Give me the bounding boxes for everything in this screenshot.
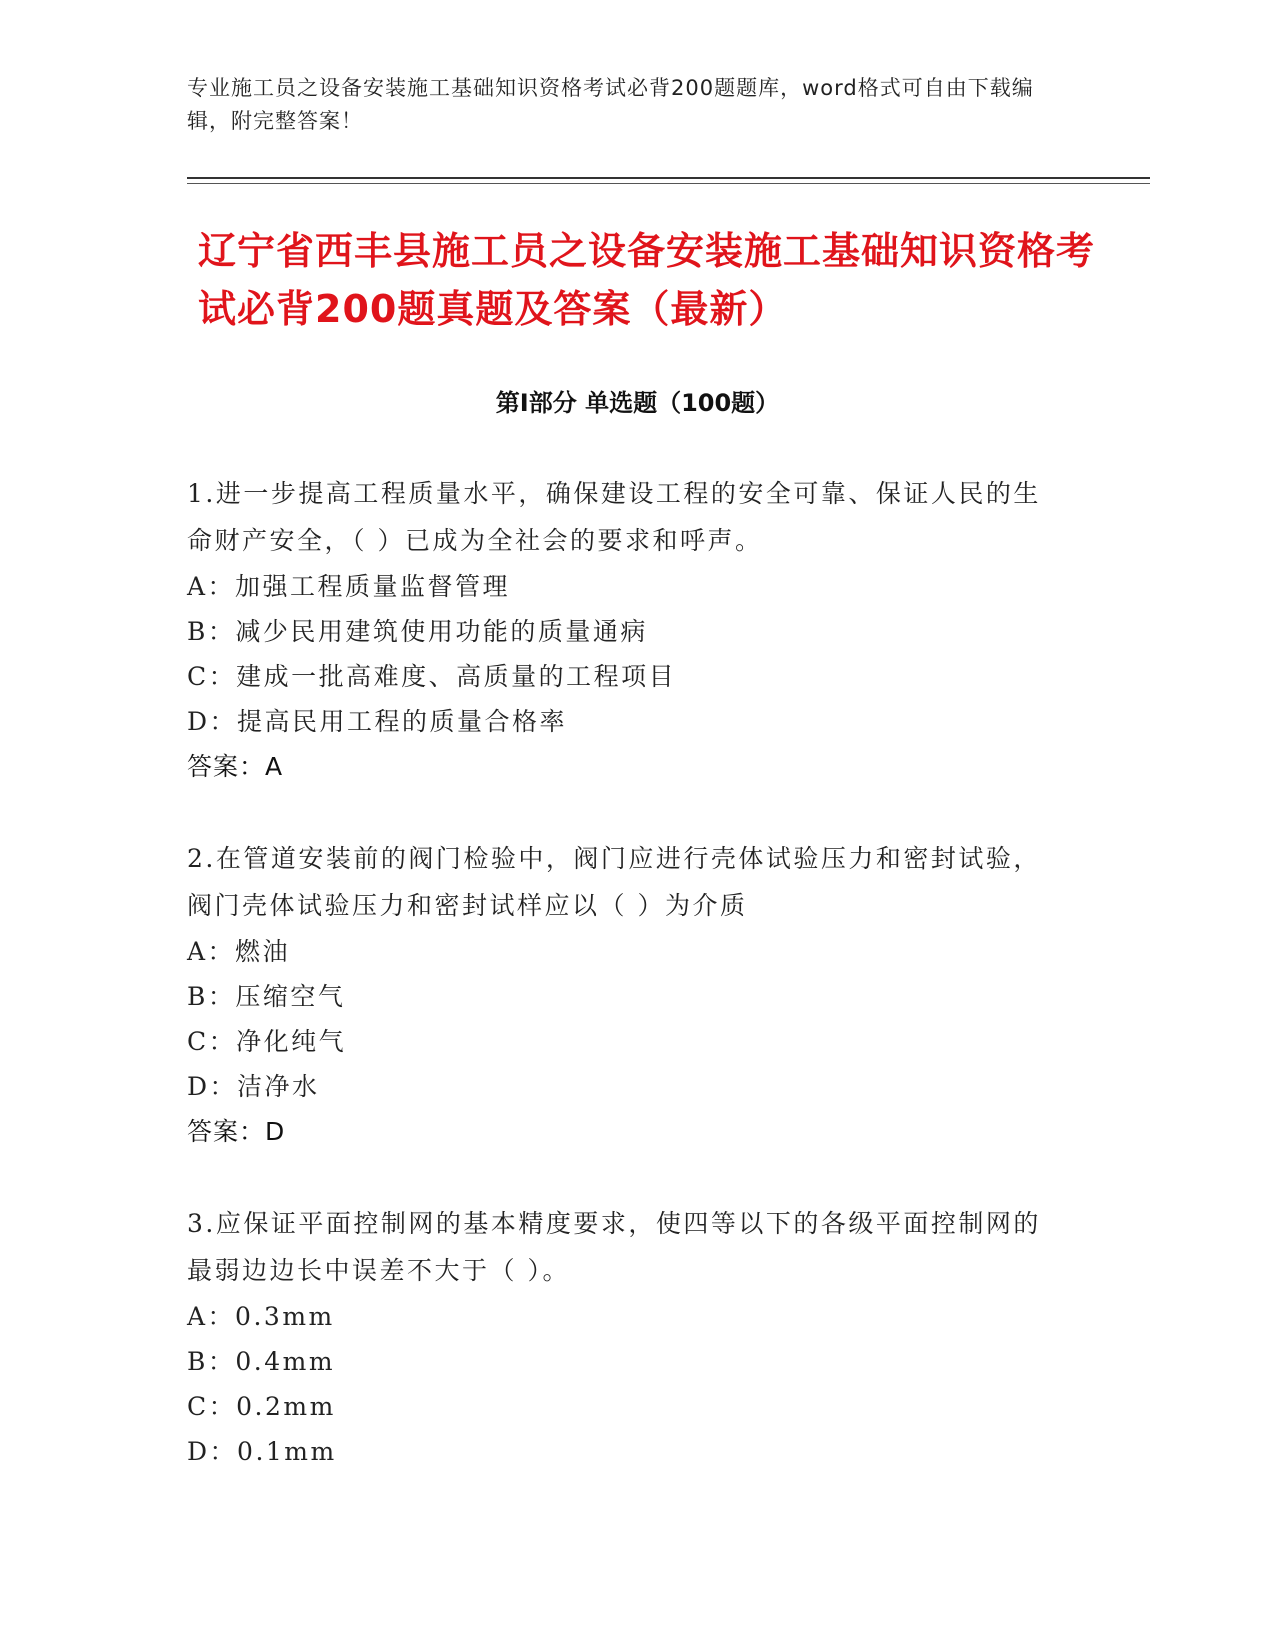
- document-title: 辽宁省西丰县施工员之设备安装施工基础知识资格考试必背200题真题及答案（最新）: [198, 229, 1096, 331]
- option-c: C：建成一批高难度、高质量的工程项目: [187, 662, 677, 691]
- question-list: [187, 470, 1067, 1520]
- option-a: A：0.3mm: [187, 1302, 335, 1331]
- header-divider-thin: [187, 183, 1150, 184]
- question-stem: 3.应保证平面控制网的基本精度要求，使四等以下的各级平面控制网的最弱边边长中误差不大于（ ）。: [187, 1209, 1041, 1285]
- header-divider-thick: [187, 177, 1150, 179]
- question-3: [187, 1200, 1067, 1474]
- option-a: A：加强工程质量监督管理: [187, 572, 511, 601]
- option-d: D：0.1mm: [187, 1437, 337, 1466]
- question-stem: 1.进一步提高工程质量水平，确保建设工程的安全可靠、保证人民的生命财产安全，（ ）已成为全社会的要求和呼声。: [187, 479, 1041, 555]
- option-d: D：提高民用工程的质量合格率: [187, 707, 568, 736]
- section-heading: 第Ⅰ部分 单选题（100题）: [495, 389, 780, 417]
- option-c: C：净化纯气: [187, 1027, 347, 1056]
- answer-label: 答案：D: [187, 1117, 286, 1146]
- question-stem: 2.在管道安装前的阀门检验中，阀门应进行壳体试验压力和密封试验，阀门壳体试验压力和密封试样应以（ ）为介质: [187, 844, 1041, 920]
- answer-label: 答案：A: [187, 752, 284, 781]
- option-b: B：减少民用建筑使用功能的质量通病: [187, 617, 648, 646]
- option-b: B：压缩空气: [187, 982, 346, 1011]
- question-2: [187, 835, 1067, 1154]
- option-a: A：燃油: [187, 937, 291, 966]
- option-d: D：洁净水: [187, 1072, 320, 1101]
- header-note: 专业施工员之设备安装施工基础知识资格考试必背200题题库，word格式可自由下载编辑，附完整答案！: [187, 76, 1034, 133]
- question-1: [187, 470, 1067, 789]
- option-c: C：0.2mm: [187, 1392, 336, 1421]
- option-b: B：0.4mm: [187, 1347, 336, 1376]
